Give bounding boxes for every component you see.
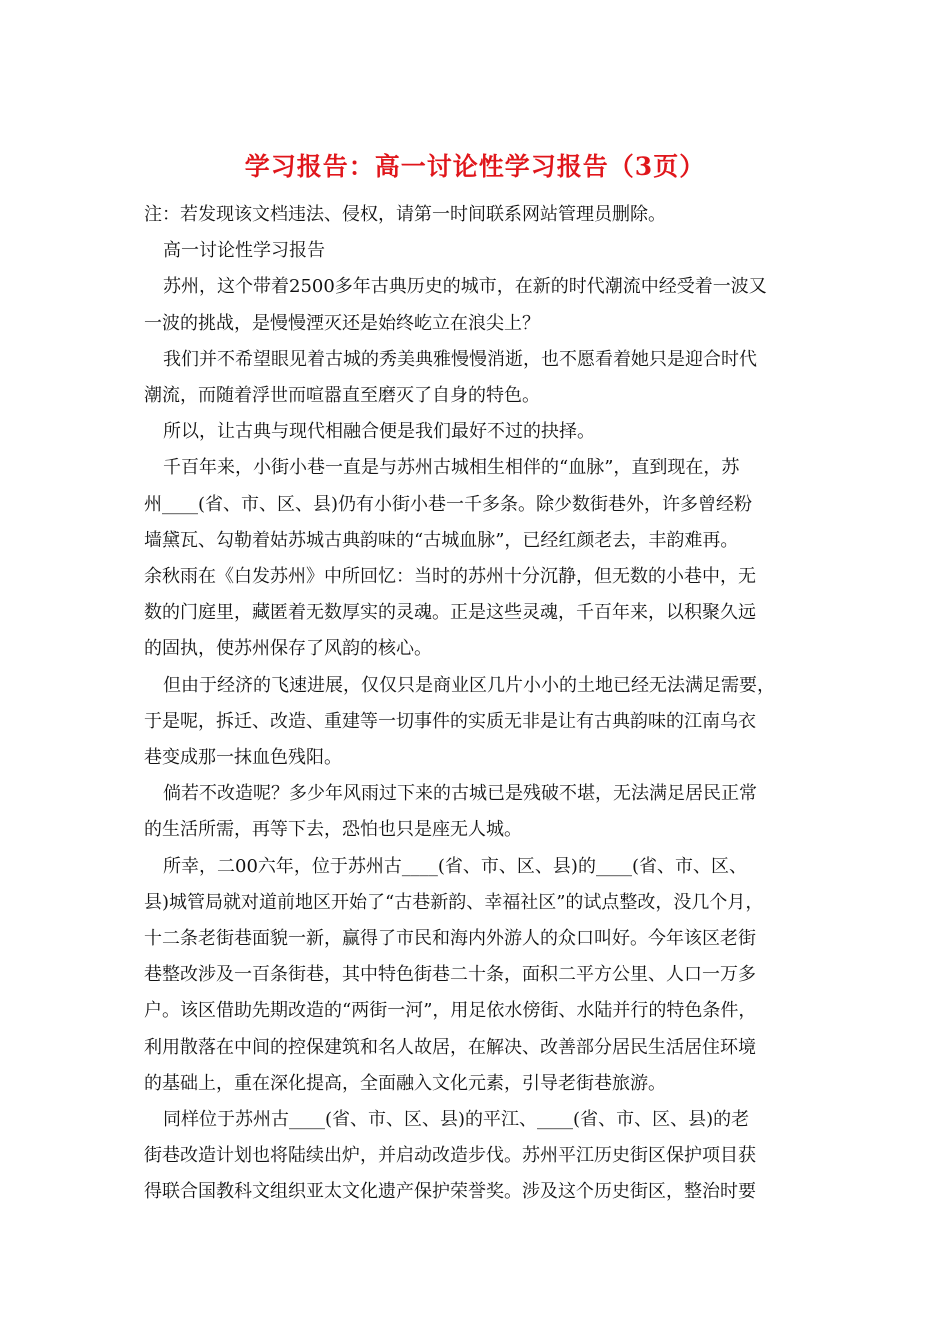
body-line: 街巷改造计划也将陆续出炉，并启动改造步伐。苏州平江历史街区保护项目获 xyxy=(144,1145,756,1166)
body-line: 一波的挑战，是慢慢湮灭还是始终屹立在浪尖上？ xyxy=(144,313,540,334)
body-line: 的生活所需，再等下去，恐怕也只是座无人城。 xyxy=(144,819,522,840)
body-line: 余秋雨在《白发苏州》中所回忆：当时的苏州十分沉静，但无数的小巷中，无 xyxy=(144,566,756,587)
body-line: 巷变成那一抹血色残阳。 xyxy=(144,747,342,768)
body-line: 但由于经济的飞速进展，仅仅只是商业区几片小小的土地已经无法满足需要， xyxy=(163,675,775,696)
body-line: 户。该区借助先期改造的“两街一河”，用足依水傍街、水陆并行的特色条件， xyxy=(144,1000,757,1021)
body-line: 倘若不改造呢？多少年风雨过下来的古城已是残破不堪，无法满足居民正常 xyxy=(163,783,757,804)
body-line: 得联合国教科文组织亚太文化遗产保护荣誉奖。涉及这个历史街区，整治时要 xyxy=(144,1181,756,1202)
body-line: 的固执，使苏州保存了风韵的核心。 xyxy=(144,638,432,659)
body-line: 注：若发现该文档违法、侵权，请第一时间联系网站管理员删除。 xyxy=(144,204,666,225)
document-title: 学习报告：高一讨论性学习报告（3页） xyxy=(244,152,706,181)
body-line: 同样位于苏州古____(省、市、区、县)的平江、____(省、市、区、县)的老 xyxy=(163,1109,750,1130)
body-line: 潮流，而随着浮世而喧嚣直至磨灭了自身的特色。 xyxy=(144,385,540,406)
body-line: 的基础上，重在深化提高，全面融入文化元素，引导老街巷旅游。 xyxy=(144,1073,666,1094)
body-line: 我们并不希望眼见着古城的秀美典雅慢慢消逝，也不愿看着她只是迎合时代 xyxy=(163,349,757,370)
body-line: 于是呢，拆迁、改造、重建等一切事件的实质无非是让有古典韵味的江南乌衣 xyxy=(144,711,756,732)
body-line: 十二条老街巷面貌一新，赢得了市民和海内外游人的众口叫好。今年该区老街 xyxy=(144,928,756,949)
body-line: 苏州，这个带着2500多年古典历史的城市，在新的时代潮流中经受着一波又 xyxy=(163,276,767,297)
body-line: 巷整改涉及一百条街巷，其中特色街巷二十条，面积二平方公里、人口一万多 xyxy=(144,964,756,985)
body-line: 州____(省、市、区、县)仍有小街小巷一千多条。除少数街巷外，许多曾经粉 xyxy=(144,494,753,515)
body-line: 所幸，二00六年，位于苏州古____(省、市、区、县)的____(省、市、区、 xyxy=(163,856,747,877)
body-line: 所以，让古典与现代相融合便是我们最好不过的抉择。 xyxy=(163,421,595,442)
body-line: 千百年来，小街小巷一直是与苏州古城相生相伴的“血脉”，直到现在，苏 xyxy=(163,457,740,478)
body-line: 数的门庭里，藏匿着无数厚实的灵魂。正是这些灵魂，千百年来，以积聚久远 xyxy=(144,602,756,623)
body-line: 县)城管局就对道前地区开始了“古巷新韵、幸福社区”的试点整改，没几个月， xyxy=(144,892,764,913)
body-line: 墙黛瓦、勾勒着姑苏城古典韵味的“古城血脉”，已经红颜老去，丰韵难再。 xyxy=(144,530,739,551)
body-line: 利用散落在中间的控保建筑和名人故居，在解决、改善部分居民生活居住环境 xyxy=(144,1037,756,1058)
body-line: 高一讨论性学习报告 xyxy=(163,240,325,261)
